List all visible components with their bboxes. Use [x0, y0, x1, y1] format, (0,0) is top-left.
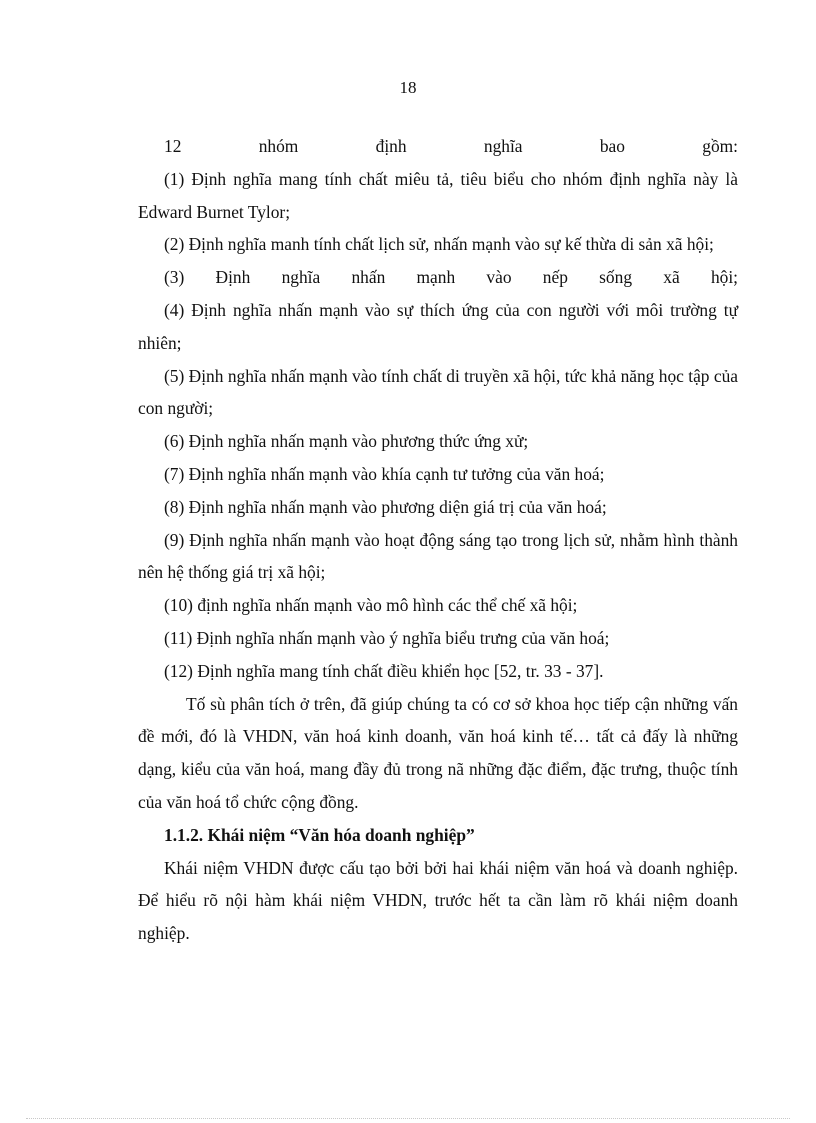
page-number: 18	[399, 78, 417, 97]
definition-item-1: (1) Định nghĩa mang tính chất miêu tả, tiêu biểu cho nhóm định nghĩa này là Edward Burnet Tylor;	[138, 168, 738, 222]
section-body-paragraph: Khái niệm VHDN được cấu tạo bởi bởi hai khái niệm văn hoá và doanh nghiệp. Để hiểu rõ nội hàm khái niệm VHDN, trước hết ta cần làm rõ khái niệm doanh nghiệp.	[138, 857, 738, 944]
definition-item-9: (9) Định nghĩa nhấn mạnh vào hoạt động sáng tạo trong lịch sử, nhằm hình thành nên hệ thống giá trị xã hội;	[138, 529, 738, 583]
definition-item-5: (5) Định nghĩa nhấn mạnh vào tính chất di truyền xã hội, tức khả năng học tập của con người;	[138, 365, 738, 419]
definition-item-7: (7) Định nghĩa nhấn mạnh vào khía cạnh tư tưởng của văn hoá;	[164, 463, 605, 484]
intro-paragraph: 12 nhóm định nghĩa bao gồm:	[164, 136, 738, 156]
definition-item-8: (8) Định nghĩa nhấn mạnh vào phương diện giá trị của văn hoá;	[164, 496, 607, 517]
definition-item-11: (11) Định nghĩa nhấn mạnh vào ý nghĩa biểu trưng của văn hoá;	[164, 627, 610, 648]
page-bottom-divider	[26, 1118, 790, 1119]
definition-item-6: (6) Định nghĩa nhấn mạnh vào phương thức ứng xử;	[164, 431, 529, 452]
analysis-paragraph: Tố sù phân tích ở trên, đã giúp chúng ta có cơ sở khoa học tiếp cận những vấn đề mới, đó là VHDN, văn hoá kinh doanh, văn hoá kinh tế… tất cả đấy là những dạng, kiểu của văn hoá, mang đầy đủ trong nã những đặc điểm, đặc trưng, thuộc tính của văn hoá tổ chức cộng đồng.	[138, 693, 738, 812]
definition-item-4: (4) Định nghĩa nhấn mạnh vào sự thích ứng của con người với môi trường tự nhiên;	[138, 299, 738, 353]
definition-item-3: (3) Định nghĩa nhấn mạnh vào nếp sống xã hội;	[164, 267, 738, 288]
definition-item-10: (10) định nghĩa nhấn mạnh vào mô hình các thể chế xã hội;	[164, 595, 578, 616]
section-heading: 1.1.2. Khái niệm “Văn hóa doanh nghiệp”	[164, 824, 475, 845]
document-body	[138, 130, 738, 950]
definition-item-2: (2) Định nghĩa manh tính chất lịch sử, nhấn mạnh vào sự kế thừa di sản xã hội;	[164, 234, 714, 255]
definition-item-12: (12) Định nghĩa mang tính chất điều khiển học [52, tr. 33 - 37].	[164, 660, 604, 681]
